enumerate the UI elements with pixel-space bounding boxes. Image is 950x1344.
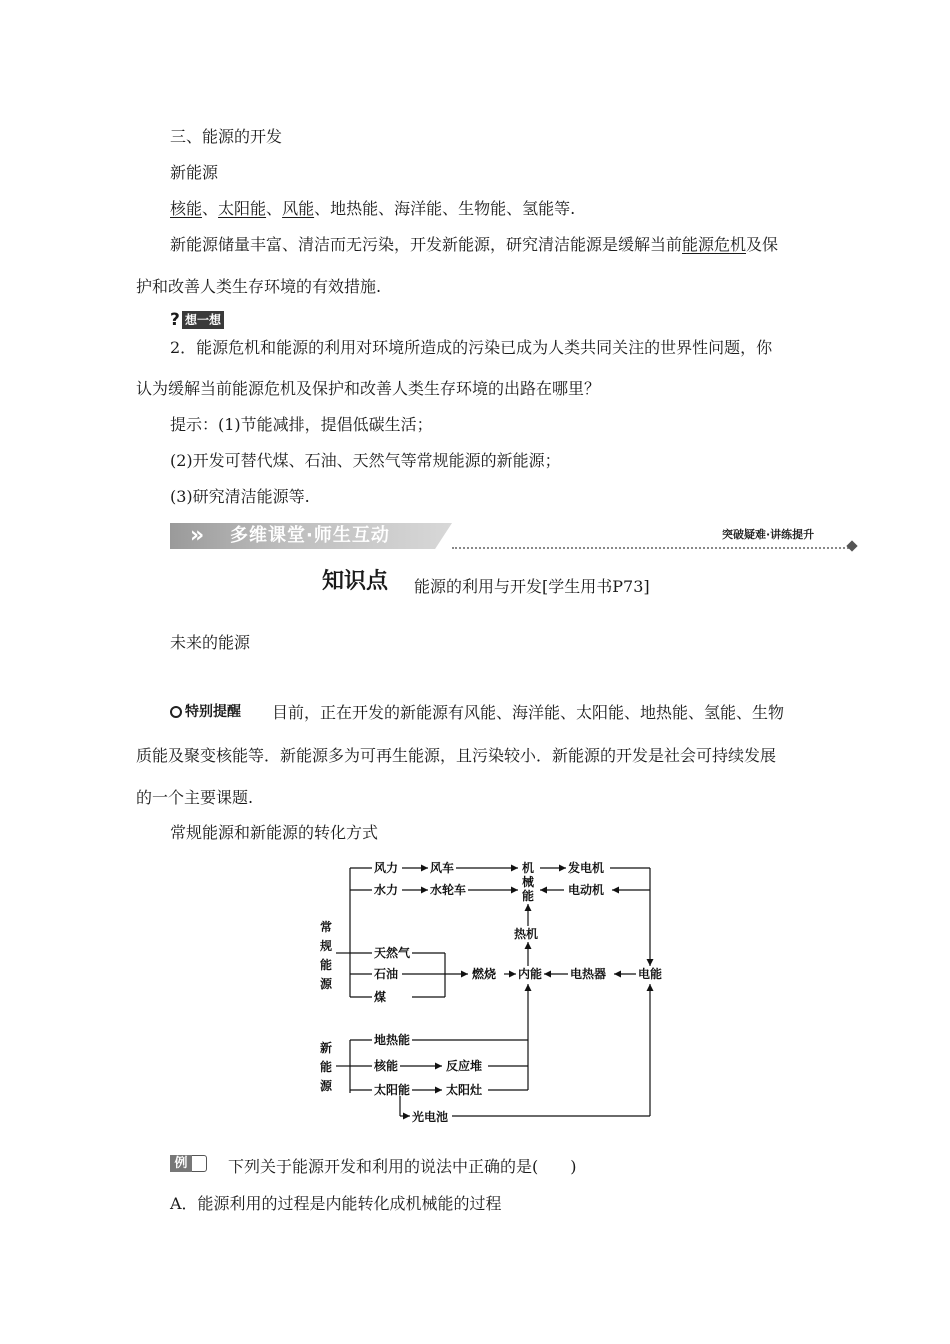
example-badge bbox=[170, 1155, 207, 1172]
section-heading: 三、能源的开发 bbox=[170, 127, 283, 146]
node-solar: 太阳能 bbox=[374, 1083, 411, 1097]
tip-line: 质能及聚变核能等．新能源多为可再生能源，且污染较小．新能源的开发是社会可持续发展 bbox=[136, 746, 777, 765]
hint-line: 提示：(1)节能减排，提倡低碳生活； bbox=[170, 415, 433, 434]
tip-badge bbox=[170, 703, 241, 721]
node-gas: 天然气 bbox=[374, 946, 411, 960]
think-label: 想一想 bbox=[182, 311, 224, 329]
banner-title: 多维课堂·师生互动 bbox=[230, 525, 390, 546]
diamond-icon bbox=[846, 540, 857, 551]
new-energy-heading: 新能源 bbox=[170, 163, 219, 182]
node-windmill: 风车 bbox=[430, 861, 455, 875]
node-oil: 石油 bbox=[374, 967, 399, 981]
diagram-caption: 常规能源和新能源的转化方式 bbox=[170, 823, 379, 842]
node-geothermal: 地热能 bbox=[374, 1033, 411, 1047]
node-photocell: 光电池 bbox=[412, 1110, 449, 1124]
node-reactor: 反应堆 bbox=[446, 1059, 483, 1073]
node-heat-engine: 热机 bbox=[514, 927, 539, 941]
diagram-label: 新 bbox=[320, 1041, 333, 1055]
section-banner bbox=[170, 523, 860, 551]
node-water: 水力 bbox=[374, 883, 399, 897]
blank-energy-crisis: 能源危机 bbox=[682, 235, 747, 254]
para-text: 及保 bbox=[746, 235, 779, 254]
example-label: 例 bbox=[170, 1155, 192, 1172]
blank-wind: 风能 bbox=[282, 199, 315, 218]
para-text: 新能源储量丰富、清洁而无污染，开发新能源，研究清洁能源是缓解当前 bbox=[170, 235, 683, 254]
smile-icon bbox=[170, 706, 182, 718]
node-wind: 风力 bbox=[374, 861, 399, 875]
knowledge-title: 知识点 bbox=[322, 569, 389, 594]
example-question: 下列关于能源开发和利用的说法中正确的是( ) bbox=[228, 1157, 577, 1176]
knowledge-subtitle: 能源的利用与开发[学生用书P73] bbox=[414, 577, 650, 596]
tip-line: 的一个主要课题. bbox=[136, 788, 254, 807]
node-nuclear: 核能 bbox=[374, 1059, 399, 1073]
diagram-label: 常 bbox=[320, 920, 333, 934]
blank-solar: 太阳能 bbox=[218, 199, 267, 218]
paragraph-line bbox=[170, 235, 778, 255]
node-mech: 机 bbox=[522, 861, 535, 875]
node-burn: 燃烧 bbox=[472, 967, 497, 981]
diagram-label: 能 bbox=[320, 1060, 333, 1074]
list-rest: 、地热能、海洋能、生物能、氢能等. bbox=[314, 199, 576, 218]
node-solar-stove: 太阳灶 bbox=[446, 1083, 483, 1097]
think-badge bbox=[170, 310, 224, 330]
sep: 、 bbox=[202, 199, 219, 218]
node-generator: 发电机 bbox=[568, 861, 605, 875]
energy-conversion-diagram bbox=[300, 850, 700, 1135]
sep: 、 bbox=[266, 199, 283, 218]
question-line: 认为缓解当前能源危机及保护和改善人类生存环境的出路在哪里？ bbox=[136, 379, 601, 398]
banner-divider bbox=[452, 547, 852, 549]
chevron-right-icon: » bbox=[190, 523, 205, 548]
question-line: 2．能源危机和能源的利用对环境所造成的污染已成为人类共同关注的世界性问题，你 bbox=[170, 338, 773, 357]
node-internal: 内能 bbox=[518, 967, 543, 981]
new-energy-list bbox=[170, 199, 575, 219]
node-electric: 电能 bbox=[638, 967, 663, 981]
tip-line: 目前，正在开发的新能源有风能、海洋能、太阳能、地热能、氢能、生物 bbox=[272, 703, 785, 722]
banner-subtitle: 突破疑难·讲练提升 bbox=[722, 528, 815, 541]
diagram-label: 源 bbox=[320, 977, 333, 991]
diagram-label: 规 bbox=[320, 939, 333, 953]
future-energy-heading: 未来的能源 bbox=[170, 633, 251, 652]
node-mech: 械 bbox=[522, 875, 535, 889]
tip-label: 特别提醒 bbox=[185, 704, 241, 720]
node-heater: 电热器 bbox=[570, 967, 607, 981]
hint-line: (2)开发可替代煤、石油、天然气等常规能源的新能源； bbox=[170, 451, 561, 470]
paragraph-line: 护和改善人类生存环境的有效措施. bbox=[136, 277, 382, 296]
node-coal: 煤 bbox=[374, 990, 387, 1004]
blank-nuclear: 核能 bbox=[170, 199, 203, 218]
node-mech: 能 bbox=[522, 889, 535, 903]
diagram-label: 源 bbox=[320, 1079, 333, 1093]
question-icon: ? bbox=[170, 310, 180, 330]
hint-line: (3)研究清洁能源等. bbox=[170, 487, 310, 506]
option-a: A．能源利用的过程是内能转化成机械能的过程 bbox=[170, 1194, 502, 1213]
diagram-label: 能 bbox=[320, 958, 333, 972]
node-motor: 电动机 bbox=[568, 883, 605, 897]
node-waterwheel: 水轮车 bbox=[430, 883, 467, 897]
